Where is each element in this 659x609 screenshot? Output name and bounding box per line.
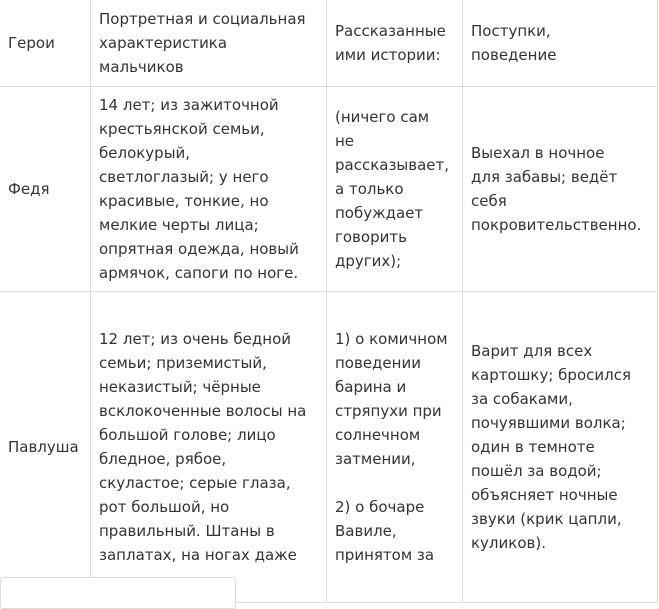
char-line: правильный. Штаны в xyxy=(99,522,275,540)
char-line: 12 лет; из очень бедной xyxy=(99,330,291,348)
char-line: красивые, тонкие, но xyxy=(99,192,269,210)
stories-line: барина и xyxy=(335,378,407,396)
char-line: семьи; приземистый, xyxy=(99,354,267,372)
header-actions-line: поведение xyxy=(471,46,557,64)
cell-hero-fedya xyxy=(0,87,91,292)
actions-line: Варит для всех xyxy=(471,342,593,360)
hero-name: Федя xyxy=(8,180,50,198)
table-row-fedya xyxy=(0,87,658,292)
header-actions xyxy=(463,0,658,87)
char-line: 14 лет; из зажиточной xyxy=(99,96,279,114)
actions-line: пошёл за водой; xyxy=(471,462,602,480)
header-characteristics xyxy=(91,0,327,87)
stories-line: рассказывает, xyxy=(335,156,450,174)
char-line: бледное, рябое, xyxy=(99,450,227,468)
header-stories-line: ими истории: xyxy=(335,46,441,64)
header-hero-text: Герои xyxy=(8,34,55,52)
actions-line: звуки (крик цапли, xyxy=(471,510,622,528)
stories-line: 1) о комичном xyxy=(335,330,448,348)
header-stories xyxy=(327,0,463,87)
table-row-pavlusha xyxy=(0,292,658,603)
header-stories-line: Рассказанные xyxy=(335,22,446,40)
stories-line: поведении xyxy=(335,354,421,372)
stories-line: не xyxy=(335,132,355,150)
stories-line: (ничего сам xyxy=(335,108,430,126)
char-line: белокурый, xyxy=(99,144,191,162)
char-line: заплатах, на ногах даже xyxy=(99,546,297,564)
actions-line: картошку; бросился xyxy=(471,366,631,384)
stories-line: а только xyxy=(335,180,404,198)
char-line: опрятная одежда, новый xyxy=(99,240,299,258)
stories-line: побуждает xyxy=(335,204,424,222)
stories-line: стряпухи при xyxy=(335,402,442,420)
stories-line: говорить xyxy=(335,228,407,246)
actions-line: себя xyxy=(471,192,507,210)
header-char-line: Портретная и социальная xyxy=(99,10,306,28)
overlay-panel-edge[interactable] xyxy=(0,577,236,609)
cell-char-fedya xyxy=(91,87,327,292)
cell-stories-pavlusha xyxy=(327,292,463,603)
table-header-row xyxy=(0,0,658,87)
cell-stories-fedya xyxy=(327,87,463,292)
char-line: крестьянской семьи, xyxy=(99,120,265,138)
actions-line: Выехал в ночное xyxy=(471,144,605,162)
char-line: большой голове; лицо xyxy=(99,426,276,444)
paragraph-gap xyxy=(335,471,462,495)
stories-line: других); xyxy=(335,252,402,270)
cell-actions-pavlusha xyxy=(463,292,658,603)
char-line: скуластое; серые глаза, xyxy=(99,474,291,492)
header-char-line: мальчиков xyxy=(99,58,184,76)
hero-name: Павлуша xyxy=(8,438,79,456)
char-line: рот большой, но xyxy=(99,498,230,516)
stories-line: принятом за xyxy=(335,546,435,564)
header-actions-line: Поступки, xyxy=(471,22,551,40)
char-line: всклокоченные волосы на xyxy=(99,402,307,420)
char-line: армячок, сапоги по ноге. xyxy=(99,264,299,282)
actions-line: объясняет ночные xyxy=(471,486,618,504)
header-hero xyxy=(0,0,91,87)
stories-line: солнечном xyxy=(335,426,421,444)
actions-line: почуявшими волка; xyxy=(471,414,626,432)
cell-char-pavlusha xyxy=(91,292,327,603)
cell-hero-pavlusha xyxy=(0,292,91,603)
actions-line: куликов). xyxy=(471,534,546,552)
actions-line: один в темноте xyxy=(471,438,595,456)
char-line: светлоглазый; у него xyxy=(99,168,269,186)
stories-line: 2) о бочаре xyxy=(335,498,425,516)
cell-actions-fedya xyxy=(463,87,658,292)
stories-line: затмении, xyxy=(335,450,416,468)
actions-line: за собаками, xyxy=(471,390,573,408)
stories-line: Вавиле, xyxy=(335,522,397,540)
actions-line: для забавы; ведёт xyxy=(471,168,618,186)
char-line: мелкие черты лица; xyxy=(99,216,259,234)
actions-line: покровительственно. xyxy=(471,216,642,234)
char-line: неказистый; чёрные xyxy=(99,378,261,396)
header-char-line: характеристика xyxy=(99,34,228,52)
